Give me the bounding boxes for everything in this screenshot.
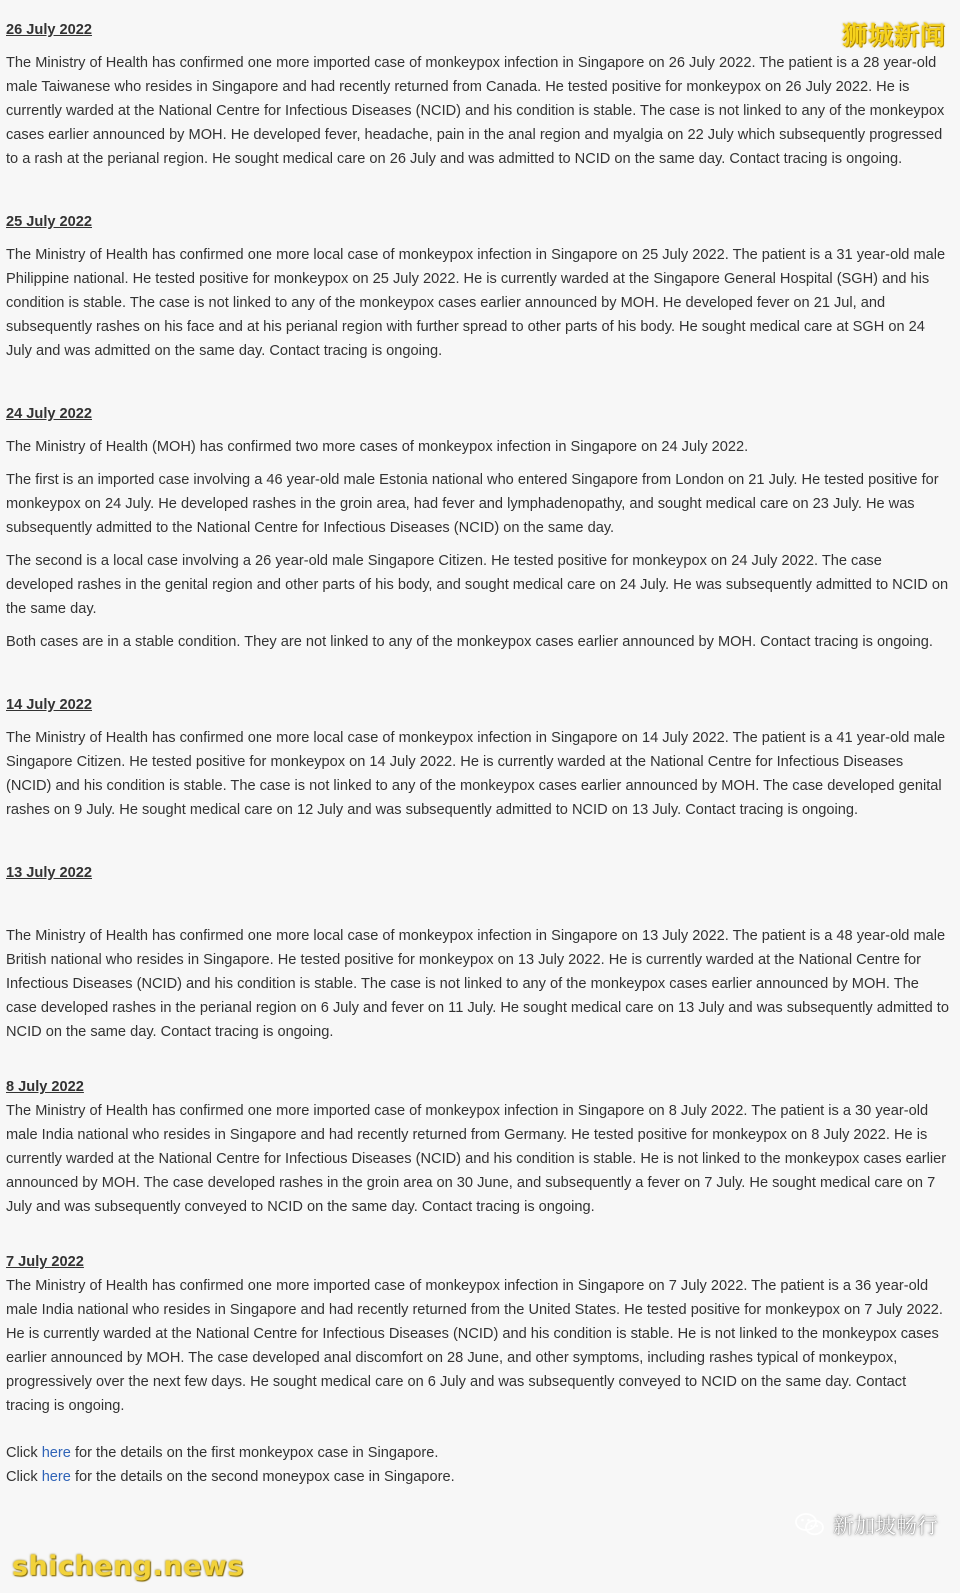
update-entry-26-july [6,18,952,171]
entry-date: 24 July 2022 [6,406,93,422]
entry-paragraph: The Ministry of Health has confirmed one more imported case of monkeypox infection in Singapore on 8 July 2022. The patient is a 30 year-old male India national who resides in Singapore and had recently returned from Germany. He tested positive for monkeypox on 8 July 2022. He is currently warded at the National Centre for Infectious Diseases (NCID) and his condition is stable. He is not linked to the monkeypox cases earlier announced by MOH. The case developed rashes in the groin area on 30 June, and subsequently a fever on 7 July. He sought medical care on 7 July and was subsequently conveyed to NCID on the same day. Contact tracing is ongoing. [6,1103,947,1215]
site-watermark: shicheng.news [12,1551,244,1582]
entry-paragraph: Both cases are in a stable condition. They are not linked to any of the monkeypox cases earlier announced by MOH. Contact tracing is ongoing. [6,634,933,650]
entry-date: 13 July 2022 [6,865,93,881]
wechat-account-watermark [795,1510,938,1540]
second-case-here-link[interactable]: here [41,1469,71,1485]
second-case-link-line [6,1465,952,1489]
entry-paragraph: The first is an imported case involving a 46 year-old male Estonia national who entered Singapore from London on 21 July. He tested positive for monkeypox on 24 July. He developed rashes in the groin area, had fever and lymphadenopathy, and sought medical care on 23 July. He was subsequently admitted to the National Centre for Infectious Diseases (NCID) on the same day. [6,472,939,536]
update-entry-13-july [6,861,952,1044]
link-suffix: for the details on the second moneypox case in Singapore. [70,1469,455,1485]
entry-date: 26 July 2022 [6,22,93,38]
link-prefix: Click [6,1469,42,1485]
entry-paragraph: The Ministry of Health has confirmed one more local case of monkeypox infection in Singapore on 14 July 2022. The patient is a 41 year-old male Singapore Citizen. He tested positive for monkeypox on 14 July 2022. He is currently warded at the National Centre for Infectious Diseases (NCID) and his condition is stable. The case is not linked to any of the monkeypox cases earlier announced by MOH. The case developed genital rashes on 9 July. He sought medical care on 12 July and was subsequently admitted to NCID on 13 July. Contact tracing is ongoing. [6,730,946,818]
entry-date: 7 July 2022 [6,1254,84,1270]
first-case-link-line [6,1441,952,1465]
entry-paragraph: The second is a local case involving a 26 year-old male Singapore Citizen. He tested positive for monkeypox on 24 July 2022. The case developed rashes in the genital region and other parts of his body, and sought medical care on 24 July. He was subsequently admitted to NCID on the same day. [6,553,949,617]
update-entry-8-july [6,1075,952,1219]
wechat-account-name: 新加坡畅行 [833,1514,938,1538]
first-case-here-link[interactable]: here [41,1445,71,1461]
update-entry-14-july [6,693,952,822]
article-body [6,18,952,1489]
update-entry-7-july [6,1250,952,1418]
entry-paragraph: The Ministry of Health (MOH) has confirmed two more cases of monkeypox infection in Singapore on 24 July 2022. [6,439,749,455]
link-suffix: for the details on the first monkeypox case in Singapore. [70,1445,439,1461]
entry-date: 14 July 2022 [6,697,93,713]
update-entry-25-july [6,210,952,363]
entry-date: 8 July 2022 [6,1079,84,1095]
entry-paragraph: The Ministry of Health has confirmed one more imported case of monkeypox infection in Singapore on 7 July 2022. The patient is a 36 year-old male India national who resides in Singapore and had recently returned from the United States. He tested positive for monkeypox on 7 July 2022. He is currently warded at the National Centre for Infectious Diseases (NCID) and his condition is stable. He is not linked to the monkeypox cases earlier announced by MOH. The case developed anal discomfort on 28 June, and other symptoms, including rashes typical of monkeypox, progressively over the next few days. He sought medical care on 6 July and was subsequently conveyed to NCID on the same day. Contact tracing is ongoing. [6,1278,943,1414]
link-prefix: Click [6,1445,42,1461]
entry-date: 25 July 2022 [6,214,93,230]
shicheng-watermark: 狮城新闻 [841,21,946,50]
related-links [6,1441,952,1489]
wechat-icon [795,1512,825,1538]
update-entry-24-july [6,402,952,654]
entry-paragraph: The Ministry of Health has confirmed one more local case of monkeypox infection in Singapore on 13 July 2022. The patient is a 48 year-old male British national who resides in Singapore. He tested positive for monkeypox on 13 July 2022. He is currently warded at the National Centre for Infectious Diseases (NCID) and his condition is stable. The case is not linked to any of the monkeypox cases earlier announced by MOH. The case developed rashes in the perianal region on 6 July and fever on 11 July. He sought medical care on 13 July and was subsequently admitted to NCID on the same day. Contact tracing is ongoing. [6,928,949,1040]
entry-paragraph: The Ministry of Health has confirmed one more local case of monkeypox infection in Singapore on 25 July 2022. The patient is a 31 year-old male Philippine national. He tested positive for monkeypox on 25 July 2022. He is currently warded at the Singapore General Hospital (SGH) and his condition is stable. The case is not linked to any of the monkeypox cases earlier announced by MOH. He developed fever on 21 Jul, and subsequently rashes on his face and at his perianal region with further spread to other parts of his body. He sought medical care at SGH on 24 July and was admitted on the same day. Contact tracing is ongoing. [6,247,946,359]
entry-paragraph: The Ministry of Health has confirmed one more imported case of monkeypox infection in Singapore on 26 July 2022. The patient is a 28 year-old male Taiwanese who resides in Singapore and had recently returned from Canada. He tested positive for monkeypox on 26 July 2022. He is currently warded at the National Centre for Infectious Diseases (NCID) and his condition is stable. The case is not linked to any of the monkeypox cases earlier announced by MOH. He developed fever, headache, pain in the anal region and myalgia on 22 July which subsequently progressed to a rash at the perianal region. He sought medical care on 26 July and was admitted to NCID on the same day. Contact tracing is ongoing. [6,55,945,167]
